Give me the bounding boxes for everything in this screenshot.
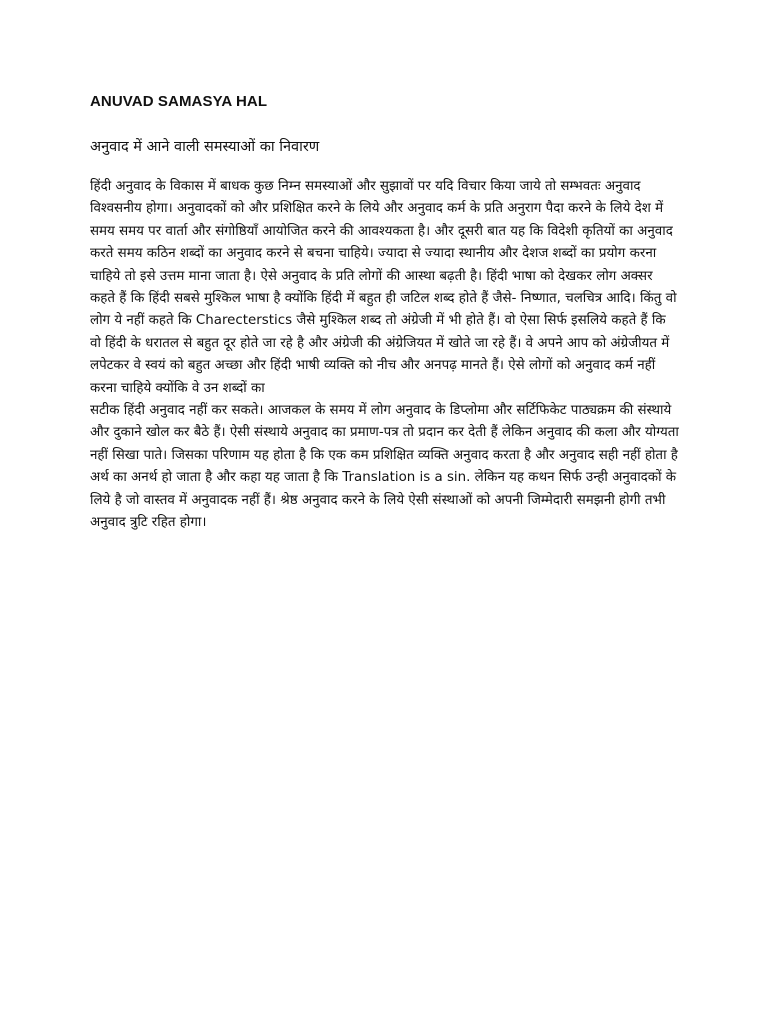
- body-paragraph: हिंदी अनुवाद के विकास में बाधक कुछ निम्न समस्याओं और सुझावों पर यदि विचार किया जाये तो सम्भवतः अनुवाद विश्वसनीय होगा। अनुवादकों को और प्रशिक्षित करने के लिये और अनुवाद कर्म के प्रति अनुराग पैदा करने के लिये देश में समय समय पर वार्ता और संगोष्ठियाँ आयोजित करने की आवश्यकता है। और दूसरी बात यह कि विदेशी कृतियों का अनुवाद करते समय कठिन शब्दों का अनुवाद करने से बचना चाहिये। ज्यादा से ज्यादा स्थानीय और देशज शब्दों का प्रयोग करना चाहिये तो इसे उत्तम माना जाता है। ऐसे अनुवाद के प्रति लोगों की आस्था बढ़ती है। हिंदी भाषा को देखकर लोग अक्सर कहते हैं कि हिंदी सबसे मुश्किल भाषा है क्योंकि हिंदी में बहुत ही जटिल शब्द होते हैं जैसे- निष्णात, चलचित्र आदि। किंतु वो लोग ये नहीं कहते कि Charecterstics जैसे मुश्किल शब्द तो अंग्रेजी में भी होते हैं। वो ऐसा सिर्फ इसलिये कहते हैं कि वो हिंदी के धरातल से बहुत दूर होते जा रहे है और अंग्रेजी की अंग्रेजियत में खोते जा रहे हैं। वे अपने आप को अंग्रेजीयत में लपेटकर वे स्वयं को बहुत अच्छा और हिंदी भाषी व्यक्ति को नीच और अनपढ़ मानते हैं। ऐसे लोगों को अनुवाद कर्म नहीं करना चाहिये क्योंकि वे उन शब्दों का: [90, 179, 677, 396]
- body-paragraph: सटीक हिंदी अनुवाद नहीं कर सकते। आजकल के समय में लोग अनुवाद के डिप्लोमा और सर्टिफिकेट पाठ्यक्रम की संस्थाये और दुकाने खोल कर बैठे हैं। ऐसी संस्थाये अनुवाद का प्रमाण-पत्र तो प्रदान कर देती हैं लेकिन अनुवाद की कला और योग्यता नहीं सिखा पाते। जिसका परिणाम यह होता है कि एक कम प्रशिक्षित व्यक्ति अनुवाद करता है और अनुवाद सही नहीं होता है अर्थ का अनर्थ हो जाता है और कहा यह जाता है कि Translation is a sin. लेकिन यह कथन सिर्फ उन्ही अनुवादकों के लिये है जो वास्तव में अनुवादक नहीं हैं। श्रेष्ठ अनुवाद करने के लिये ऐसी संस्थाओं को अपनी जिम्मेदारी समझनी होगी तभी अनुवाद त्रुटि रहित होगा।: [90, 403, 679, 531]
- document-title: ANUVAD SAMASYA HAL: [90, 93, 268, 110]
- document-page: [90, 92, 680, 535]
- document-subtitle: अनुवाद में आने वाली समस्याओं का निवारण: [90, 139, 320, 155]
